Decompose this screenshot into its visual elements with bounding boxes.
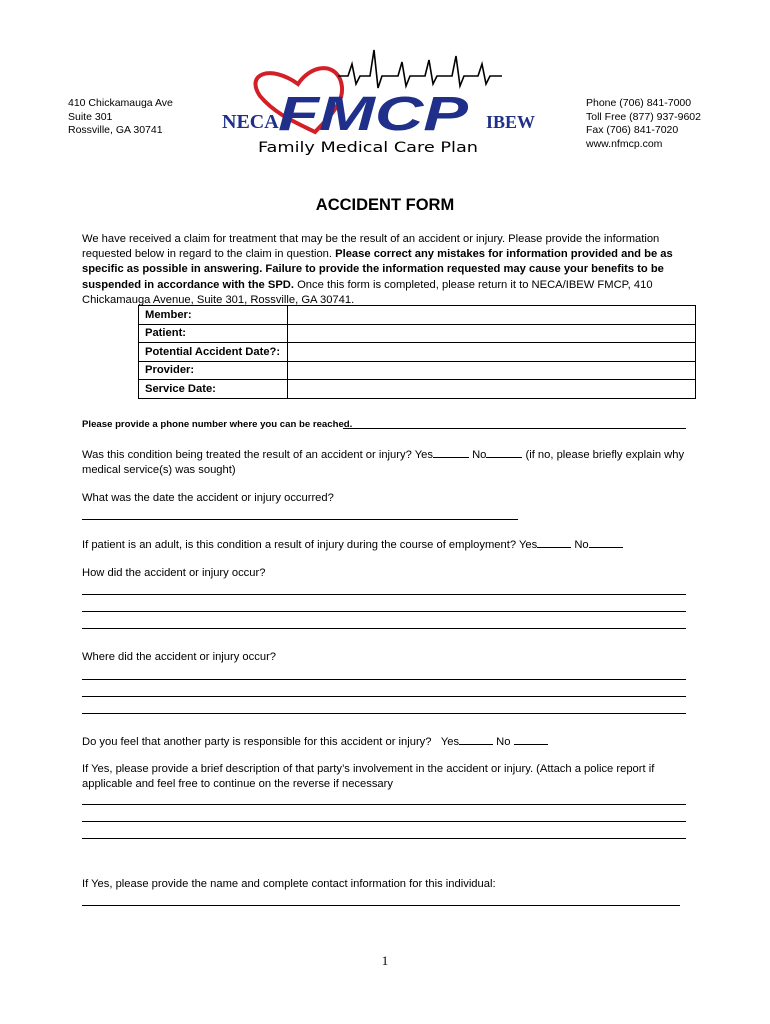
question-accident-or-injury	[82, 446, 692, 478]
accident-date-field[interactable]	[288, 343, 696, 362]
question-date: What was the date the accident or injury occurred?	[82, 492, 334, 504]
address-line-2: Suite 301	[68, 110, 113, 123]
question-how: How did the accident or injury occur?	[82, 567, 266, 579]
question-other-party	[82, 733, 548, 750]
intro-text-1: We have received a claim for treatment that may be the result of an accident or injury. Please provide the information requested below in regard to the claim in question.	[82, 233, 660, 261]
question-where: Where did the accident or injury occur?	[82, 651, 277, 663]
toll-free: Toll Free (877) 937-9602	[586, 110, 701, 123]
q1-no-text: No	[472, 449, 487, 461]
involvement-answer-line-2[interactable]	[82, 821, 686, 822]
patient-field[interactable]	[288, 324, 696, 343]
q1-no-blank[interactable]	[486, 446, 522, 458]
where-answer-line-3[interactable]	[82, 713, 686, 714]
table-row	[139, 306, 696, 325]
table-row	[139, 361, 696, 380]
member-label: Member:	[139, 306, 288, 325]
q3-no-text: No	[574, 539, 589, 551]
where-answer-line-1[interactable]	[82, 679, 686, 680]
phone-number-line[interactable]	[343, 428, 686, 429]
how-answer-line-2[interactable]	[82, 611, 686, 612]
phone-prompt: Please provide a phone number where you can be reached.	[82, 419, 353, 430]
involvement-answer-line-3[interactable]	[82, 838, 686, 839]
contact-answer-line[interactable]	[82, 905, 680, 906]
logo-tagline: Family Medical Care Plan	[258, 140, 478, 156]
website-link[interactable]: www.nfmcp.com	[586, 137, 663, 150]
q1-text: Was this condition being treated the result of an accident or injury? Yes	[82, 449, 433, 461]
question-contact-info: If Yes, please provide the name and complete contact information for this individual:	[82, 878, 496, 890]
intro-paragraph	[82, 232, 690, 308]
intro-bold-text: Please correct any mistakes for information provided and be as specific as possible in answering. Failure to provide the information requested may cause your benefits to be suspended in accordance with the SPD.	[82, 248, 673, 291]
fmcp-logo-text: FMCP	[278, 88, 470, 141]
q6-yes-blank[interactable]	[459, 733, 493, 745]
return-address	[68, 97, 173, 138]
q6-yes-text: Yes	[440, 736, 460, 748]
provider-label: Provider:	[139, 361, 288, 380]
member-field[interactable]	[288, 306, 696, 325]
ibew-logo-text: IBEW	[486, 112, 536, 132]
neca-logo-text: NECA	[222, 111, 279, 133]
q1-yes-blank[interactable]	[433, 446, 469, 458]
fmcp-logo	[220, 44, 550, 159]
q6-text: Do you feel that another party is responsible for this accident or injury?	[82, 736, 432, 748]
contact-info	[586, 97, 701, 151]
address-line-3: Rossville, GA 30741	[68, 124, 163, 136]
involvement-answer-line-1[interactable]	[82, 804, 686, 805]
provider-field[interactable]	[288, 361, 696, 380]
where-answer-line-2[interactable]	[82, 696, 686, 697]
how-answer-line-3[interactable]	[82, 628, 686, 629]
accident-date-label: Potential Accident Date?:	[139, 343, 288, 362]
address-line-1: 410 Chickamauga Ave	[68, 97, 173, 109]
q6-no-blank[interactable]	[514, 733, 548, 745]
question-involvement: If Yes, please provide a brief description of that party’s involvement in the accident or injury. (Attach a police report if applicable and feel free to continue on the reverse if necessary	[82, 763, 655, 790]
intro-text-2: Once this form is completed, please return it to NECA/IBEW FMCP, 410 Chickamauga Avenue, Suite 301, Rossville, GA 30741.	[82, 278, 653, 306]
service-date-label: Service Date:	[139, 380, 288, 399]
heartbeat-line-icon	[338, 50, 502, 88]
how-answer-line-1[interactable]	[82, 594, 686, 595]
q1-tail-text: (if no, please briefly explain why medical service(s) was sought)	[82, 449, 685, 476]
fax: Fax (706) 841-7020	[586, 124, 679, 136]
table-row	[139, 324, 696, 343]
patient-label: Patient:	[139, 324, 288, 343]
phone: Phone (706) 841-7000	[586, 97, 692, 109]
form-title: ACCIDENT FORM	[315, 196, 455, 214]
q3-no-blank[interactable]	[589, 536, 623, 548]
service-date-field[interactable]	[288, 380, 696, 399]
table-row	[139, 380, 696, 399]
q3-yes-blank[interactable]	[537, 536, 571, 548]
question-employment	[82, 536, 623, 553]
date-answer-line[interactable]	[82, 519, 518, 520]
page-number: 1	[381, 953, 389, 968]
claim-info-table	[138, 305, 696, 399]
q6-no-text: No	[496, 736, 511, 748]
q3-text: If patient is an adult, is this condition a result of injury during the course of employment? Yes	[82, 539, 538, 551]
table-row	[139, 343, 696, 362]
